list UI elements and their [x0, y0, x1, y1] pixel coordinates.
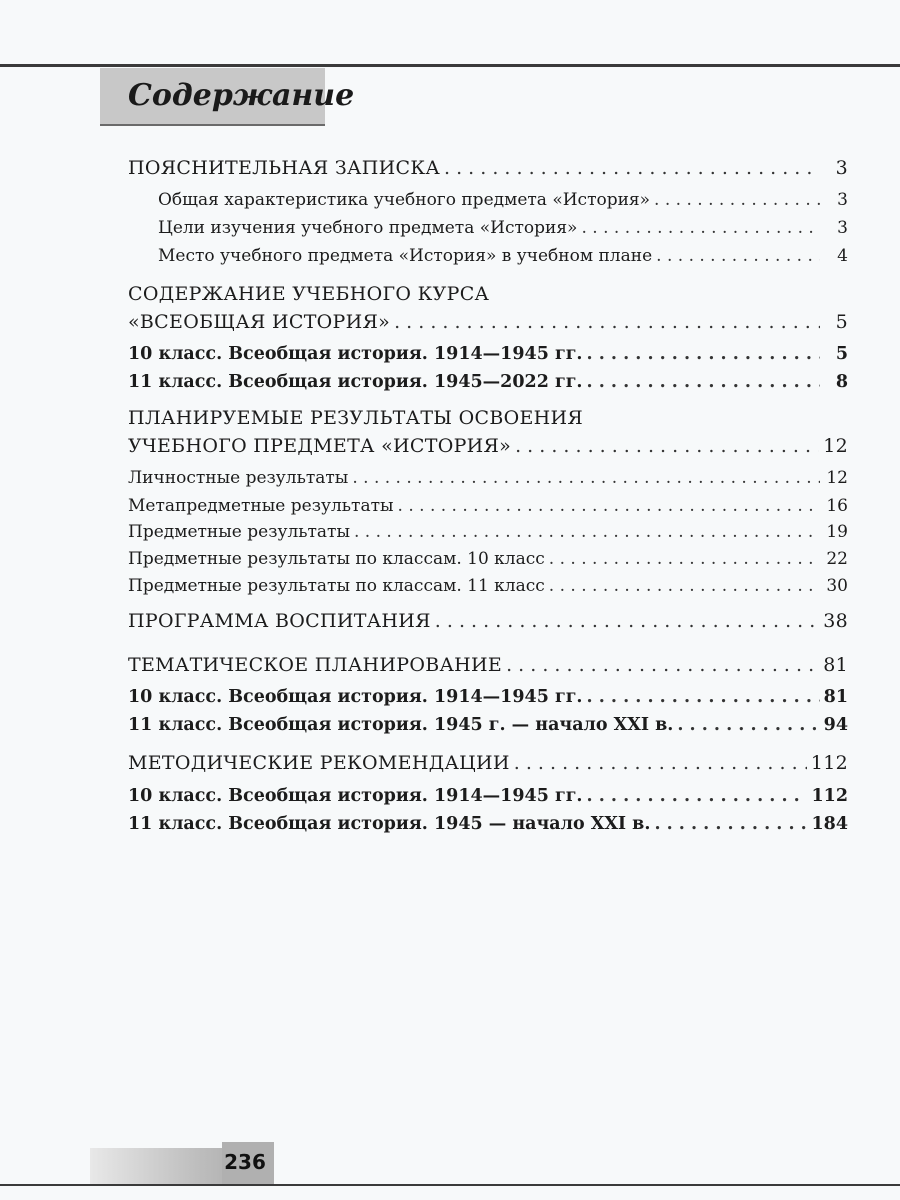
toc-entry-planning-grade11[interactable]	[128, 711, 848, 739]
toc-entry-planned-results[interactable]	[128, 432, 848, 460]
dot-leader	[514, 749, 807, 777]
toc-entry-label: ТЕМАТИЧЕСКОЕ ПЛАНИРОВАНИЕ	[128, 654, 503, 676]
dot-leader	[677, 711, 819, 739]
toc-entry-subject-results-grade11[interactable]	[128, 572, 848, 600]
toc-page-number: 184	[811, 814, 848, 834]
toc-entry-label: ПРОГРАММА ВОСПИТАНИЯ	[128, 610, 431, 632]
dot-leader	[587, 368, 820, 396]
toc-entry-label: Личностные результаты	[128, 468, 349, 488]
toc-entry-grade11-course[interactable]	[128, 368, 848, 396]
toc-section-heading-line: СОДЕРЖАНИЕ УЧЕБНОГО КУРСА	[128, 283, 490, 305]
toc-entry-label: Предметные результаты	[128, 522, 350, 542]
toc-page-number: 22	[826, 549, 848, 569]
dot-leader	[394, 308, 820, 336]
toc-page-number: 4	[837, 246, 848, 266]
toc-entry-subject-results-grade10[interactable]	[128, 545, 848, 573]
toc-entry-label: УЧЕБНОГО ПРЕДМЕТА «ИСТОРИЯ»	[128, 435, 512, 457]
dot-leader	[549, 545, 820, 573]
toc-page-number: 12	[823, 435, 848, 457]
toc-entry-label: Цели изучения учебного предмета «История»	[158, 218, 578, 238]
toc-entry-label: 10 класс. Всеобщая история. 1914—1945 гг.	[128, 786, 583, 806]
toc-entry-label: «ВСЕОБЩАЯ ИСТОРИЯ»	[128, 311, 391, 333]
toc-entry-subject-results[interactable]	[128, 518, 848, 546]
dot-leader	[354, 518, 820, 546]
dot-leader	[444, 154, 820, 182]
toc-entry-label: ПОЯСНИТЕЛЬНАЯ ЗАПИСКА	[128, 157, 441, 179]
dot-leader	[656, 242, 820, 270]
toc-entry-explanatory-note[interactable]	[128, 154, 848, 182]
toc-page-number: 19	[826, 522, 848, 542]
dot-leader	[515, 432, 819, 460]
toc-page-number: 16	[826, 496, 848, 516]
toc-entry-planning-grade10[interactable]	[128, 683, 848, 711]
toc-entry-upbringing-program[interactable]	[128, 607, 848, 635]
dot-leader	[587, 683, 820, 711]
toc-page-number: 81	[823, 654, 848, 676]
dot-leader	[549, 572, 820, 600]
toc-page-number: 38	[823, 610, 848, 632]
toc-section-heading-line: ПЛАНИРУЕМЫЕ РЕЗУЛЬТАТЫ ОСВОЕНИЯ	[128, 407, 584, 429]
dot-leader	[581, 214, 820, 242]
toc-entry-label: Предметные результаты по классам. 10 класс	[128, 549, 545, 569]
toc-entry-course-content[interactable]	[128, 308, 848, 336]
dot-leader	[352, 464, 820, 492]
toc-entry-label: 10 класс. Всеобщая история. 1914—1945 гг.	[128, 687, 583, 707]
toc-entry-label: Предметные результаты по классам. 11 класс	[128, 576, 545, 596]
toc-page-number: 81	[823, 687, 848, 707]
dot-leader	[435, 607, 819, 635]
toc-entry-label: МЕТОДИЧЕСКИЕ РЕКОМЕНДАЦИИ	[128, 752, 510, 774]
page-number: 236	[224, 1150, 266, 1174]
top-rule	[0, 64, 900, 67]
toc-entry-methodical-recommendations[interactable]	[128, 749, 848, 777]
toc-entry-grade10-course[interactable]	[128, 340, 848, 368]
bottom-rule	[0, 1184, 900, 1186]
toc-entry-label: Общая характеристика учебного предмета «История»	[158, 190, 651, 210]
toc-page-number: 112	[810, 752, 848, 774]
toc-entry-label: 10 класс. Всеобщая история. 1914—1945 гг.	[128, 344, 583, 364]
toc-entry-curriculum-place[interactable]	[158, 242, 848, 270]
toc-entry-metasubject-results[interactable]	[128, 492, 848, 520]
toc-page-number: 3	[837, 218, 848, 238]
toc-entry-label: Метапредметные результаты	[128, 496, 394, 516]
page-title: Содержание	[128, 78, 355, 113]
dot-leader	[506, 651, 819, 679]
dot-leader	[587, 782, 808, 810]
toc-page-number: 112	[811, 786, 848, 806]
toc-entry-label: 11 класс. Всеобщая история. 1945—2022 гг.	[128, 372, 583, 392]
dot-leader	[654, 810, 807, 838]
toc-entry-recommendations-grade11[interactable]	[128, 810, 848, 838]
toc-entry-label: Место учебного предмета «История» в учебном плане	[158, 246, 653, 266]
dot-leader	[398, 492, 820, 520]
toc-entry-general-characteristics[interactable]	[158, 186, 848, 214]
toc-page-number: 3	[835, 157, 848, 179]
toc-entry-thematic-planning[interactable]	[128, 651, 848, 679]
toc-page-number: 5	[835, 311, 848, 333]
dot-leader	[654, 186, 820, 214]
toc-page-number: 30	[826, 576, 848, 596]
toc-page-number: 12	[826, 468, 848, 488]
toc-entry-label: 11 класс. Всеобщая история. 1945 г. — начало XXI в.	[128, 715, 674, 735]
toc-page-number: 8	[835, 372, 848, 392]
toc-page-number: 3	[837, 190, 848, 210]
dot-leader	[587, 340, 820, 368]
toc-entry-personal-results[interactable]	[128, 464, 848, 492]
toc-entry-recommendations-grade10[interactable]	[128, 782, 848, 810]
toc-entry-label: 11 класс. Всеобщая история. 1945 — начало XXI в.	[128, 814, 651, 834]
toc-page-number: 5	[835, 344, 848, 364]
toc-page-number: 94	[823, 715, 848, 735]
toc-entry-study-goals[interactable]	[158, 214, 848, 242]
